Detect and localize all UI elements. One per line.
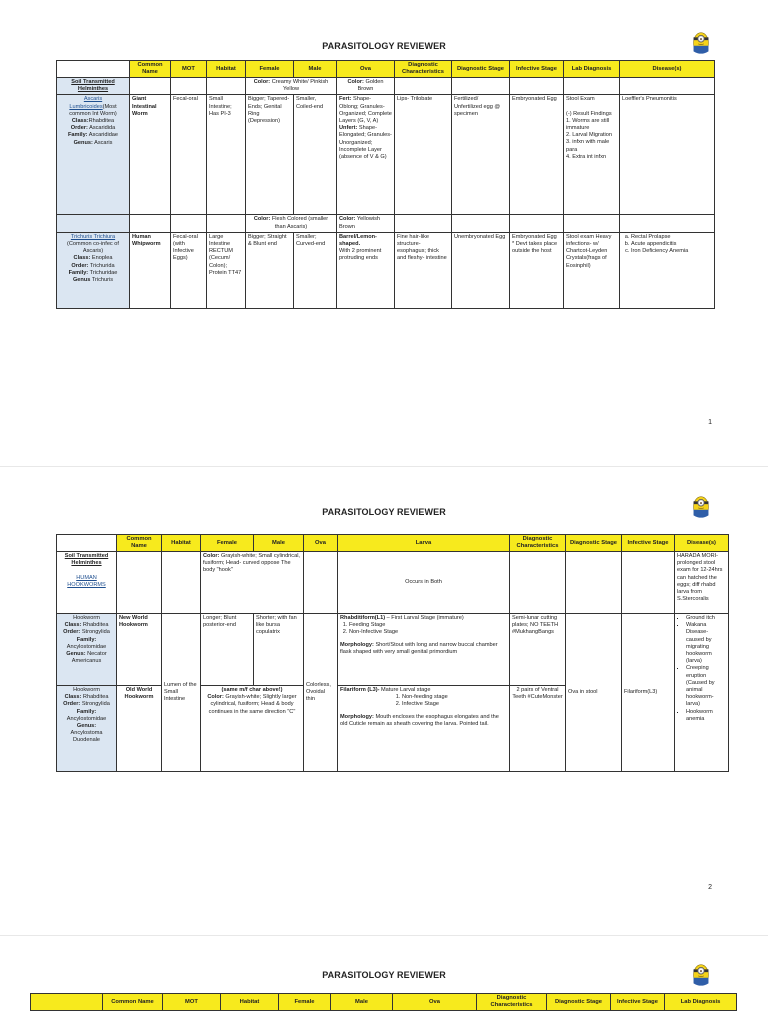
parasite-table-1 [56,60,715,309]
page-separator [0,466,768,467]
page-1 [0,0,768,470]
trichuris-diseases: a. Rectal Prolapse b. Acute appendicitis c. Iron Deficiency Anemia [620,232,715,308]
ascaris-female: Bigger; Tapered-Ends; Genital Ring (Depression) [246,95,294,215]
header-diag-char: Diagnostic Characteristics [395,61,452,78]
header-lab-diagnosis: Lab Diagnosis [665,994,737,1011]
page-number: 1 [708,419,712,426]
minion-icon [690,28,712,56]
ascaris-taxonomy: Ascaris Lumbricoides(Most common Int Worm) Class:Rhabditea Order: Ascaridida Family: Ascarididae Genus: Ascaris [57,95,130,215]
lumbricoides-link[interactable]: Lumbricoides [69,103,103,110]
ow-taxonomy: Hookworm Class: Rhabditea Order: Strongylida Family: Ancylostomidae Genus: Ancylostoma Duodenale [57,686,117,772]
trichuris-taxonomy: Trichuris Trichiura (Common co-infec of Ascaris) Class: Enoplea Order: Trichurida Family: Trichuridae Genus Trichuris [57,232,130,308]
header-habitat: Habitat [207,61,246,78]
header-lab-diagnosis: Lab Diagnosis [564,61,620,78]
header-infective-stage: Infective Stage [622,535,675,552]
header-ova: Ova [393,994,477,1011]
trichuris-diag-stage: Unembryonated Egg [452,232,510,308]
header-ova: Ova [337,61,395,78]
hookworm-habitat: Lumen of the Small Intestine [162,614,201,772]
minion-icon [690,960,712,988]
header-larva: Larva [338,535,510,552]
ascaris-mot: Fecal-oral [171,95,207,215]
header-mot: MOT [171,61,207,78]
ascaris-ova-color: Color: Golden Brown [337,78,395,95]
filariform-larva: Filariform (L3)- Mature Larval stage 1. Non-feeding stage 2. Infective Stage Morphology: Mouth encloses the esophagus elongates and the old Cuticle remain as sheath covering the larva. Pointed tail. [338,686,510,772]
header-diag-stage: Diagnostic Stage [452,61,510,78]
header-blank [57,535,117,552]
trichuris-ova-color: Color: Yellowish Brown [337,215,395,232]
hookworm-color: Color: Grayish-white; Small cylindrical, fusiform; Head- curved oppose The body "hook" [201,552,304,614]
header-mot: MOT [163,994,221,1011]
page-title: PARASITOLOGY REVIEWER [322,507,446,517]
header-female: Female [201,535,254,552]
ascaris-infective-stage: Embryonated Egg [510,95,564,215]
ow-female-male: (same m/f char above!) Color: Grayish-white; Slightly larger cylindrical, fusiform; Head & body continues in the same direction "C" [201,686,304,772]
trichuris-female: Bigger; Straight & Blunt end [246,232,294,308]
header-ova: Ova [304,535,338,552]
parasite-table-2 [56,534,729,772]
hookworm-infective-stage: Filariform(L3) [622,614,675,772]
header-habitat: Habitat [162,535,201,552]
ascaris-diag-stage: Fertilized/ Unfertilized egg @ specimen [452,95,510,215]
header-male: Male [254,535,304,552]
header-habitat: Habitat [221,994,279,1011]
trichuris-habitat: Large Intestine RECTUM (Cecum/ Colon); Protein TT47 [207,232,246,308]
header-diseases: Disease(s) [620,61,715,78]
trichuris-ova: Barrel/Lemon-shaped. With 2 prominent protruding ends [337,232,395,308]
trichuris-lab-diagnosis: Stool exam Heavy infections- w/ Chartcot-Leyden Crystals(frags of Eosinphil) [564,232,620,308]
section-row [57,78,715,95]
trichuris-mot: Fecal-oral (with Infective Eggs) [171,232,207,308]
nw-common-name: New World Hookworm [117,614,162,686]
hookworm-diseases: ▪ Ground itch ▪ Wakana Disease- caused by migrating hookworm (larva) ▪ Creeping eruption (Caused by animal hookworm-larva) ▪ Hookworm anemia [675,614,729,772]
human-hookworms-link[interactable]: HUMAN HOOKWORMS [67,574,106,588]
header-diag-char: Diagnostic Characteristics [510,535,566,552]
ascaris-diag-char: Lips- Trilobate [395,95,452,215]
trichuris-male: Smaller; Curved-end [294,232,337,308]
header-diag-char: Diagnostic Characteristics [477,994,547,1011]
new-world-row [57,614,729,686]
header-row [57,535,729,552]
page-separator [0,935,768,936]
header-infective-stage: Infective Stage [611,994,665,1011]
header-common-name: Common Name [130,61,171,78]
page-2 [0,470,768,935]
ascaris-color: Color: Creamy White/ Pinkish Yellow [246,78,337,95]
trichuris-color-row [57,215,715,232]
page-title: PARASITOLOGY REVIEWER [322,41,446,51]
harada-mori: HARADA MORI- prolonged stool exam for 12-24hrs can hatched the eggs; diff rhabd larva from S.Stercoralis [675,552,729,614]
nw-female: Longer; Blunt posterior-end [201,614,254,686]
hookworm-ova: Colorless, Ovoidal thin [304,614,338,772]
ascaris-habitat: Small Intestine; Has PI-3 [207,95,246,215]
page-title: PARASITOLOGY REVIEWER [322,970,446,980]
trichuris-diag-char: Fine hair-like structure- esophagus; thick and fleshy- intestine [395,232,452,308]
header-female: Female [279,994,331,1011]
minion-icon [690,492,712,520]
section-label: Soil Transmitted Helminthes [57,78,130,95]
page-3 [0,940,768,1024]
ascaris-common-name: Giant Intestinal Worm [130,95,171,215]
page-number: 2 [708,884,712,891]
ascaris-disease: Loeffler's Pneumonitis [620,95,715,215]
hookworm-diag-stage: Ova in stool [566,614,622,772]
larva-both: Occurs in Both [338,552,510,614]
rhabditiform-larva: Rhabditiform(L1) – First Larval Stage (immature) 1. Feeding Stage 2. Non-Infective Stage Morphology: Short/Stout with long and narrow buccal chamber flask shaped with very small genital primordium [338,614,510,686]
header-diseases: Disease(s) [675,535,729,552]
header-male: Male [331,994,393,1011]
trichuris-link[interactable]: Trichuris Trichiura [70,233,116,240]
trichuris-row [57,232,715,308]
section-label: Soil Transmitted Helminthes HUMAN HOOKWORMS [57,552,117,614]
ascaris-male: Smaller, Coiled-end [294,95,337,215]
header-row [57,61,715,78]
ow-diag-char: 2 pairs of Ventral Teeth #CuteMonster [510,686,566,772]
header-blank [31,994,103,1011]
ascaris-link[interactable]: Ascaris [83,96,103,103]
header-common-name: Common Name [117,535,162,552]
ow-common-name: Old World Hookworm [117,686,162,772]
header-diag-stage: Diagnostic Stage [566,535,622,552]
nw-diag-char: Semi-lunar cutting plates; NO TEETH #MukhangBangs [510,614,566,686]
ascaris-ova: Fert: Shape- Oblong; Granules- Organized; Complete Layers (G, V, A) Unfert: Shape- Elongated; Granules- Unorganized; Incomplete Layer (absence of V & G) [337,95,395,215]
nw-male: Shorter; with fan like bursa copulatrix [254,614,304,686]
header-male: Male [294,61,337,78]
header-diag-stage: Diagnostic Stage [547,994,611,1011]
parasite-table-3 [30,993,737,1011]
trichuris-color: Color: Flesh Colored (smaller than Ascaris) [246,215,337,232]
ascaris-row [57,95,715,215]
ascaris-lab-diagnosis: Stool Exam (-) Result Findings 1. Worms are still immature 2. Larval Migration 3. infxn with male para 4. Extra int infxn [564,95,620,215]
section-row [57,552,729,614]
header-female: Female [246,61,294,78]
trichuris-infective-stage: Embryonated Egg * Devt takes place outside the host [510,232,564,308]
header-blank [57,61,130,78]
header-infective-stage: Infective Stage [510,61,564,78]
header-row [31,994,737,1011]
trichuris-common-name: Human Whipworm [130,232,171,308]
header-common-name: Common Name [103,994,163,1011]
nw-taxonomy: Hookworm Class: Rhabditea Order: Strongylida Family: Ancylostomidae Genus: Necator Americanus [57,614,117,686]
